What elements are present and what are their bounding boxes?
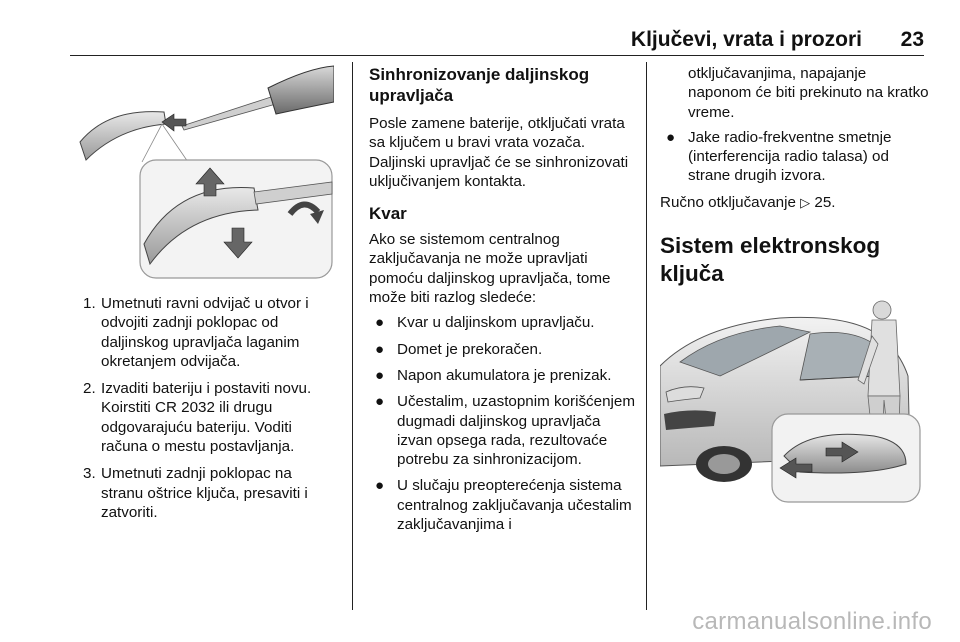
column-right: [660, 64, 930, 504]
fault-paragraph: Ako se sistemom centralnog zaključavanja ne može upravljati pomoću daljinskog upravljača, tome može biti razlog sledeće:: [369, 231, 611, 307]
manual-unlock-reference: Ručno otključavanje ▷ 25.: [660, 193, 836, 211]
page-header: [0, 0, 960, 60]
list-item: ● Domet je prekoračen.: [375, 340, 543, 358]
header-title: Ključevi, vrata i prozori: [630, 28, 862, 51]
key-battery-illustration: [78, 64, 334, 282]
column-left: [78, 64, 334, 530]
battery-steps-list: [78, 294, 334, 522]
list-item: ● Napon akumulatora je prenizak.: [375, 366, 612, 384]
sync-heading: Sinhronizovanje daljinskog upravljača: [369, 65, 590, 105]
car-with-person-drawing: [660, 296, 922, 504]
column-divider-2: [646, 62, 647, 610]
watermark: carmanualsonline.info: [692, 608, 932, 635]
list-item: ● Kvar u daljinskom upravljaču.: [375, 314, 595, 332]
interference-bullets: [660, 128, 930, 186]
step-item: 1. Umetnuti ravni odvijač u otvor i odvojiti zadnji poklopac od daljinskog upravljača laganim okretanjem odvijača.: [83, 295, 309, 370]
fault-bullets: [369, 313, 637, 534]
bullet-continuation: otključavanjima, napajanje naponom će biti prekinuto na kratko vreme.: [688, 65, 929, 121]
page-number: 23: [900, 28, 924, 51]
section-heading: Sistem elektronskog ključa: [660, 233, 881, 287]
page-reference-arrow-icon: ▷: [800, 194, 811, 210]
list-item: ● Učestalim, uzastopnim korišćenjem dugmadi daljinskog upravljača izvan opsega rada, rezultovaće potrebu za sinhronizacijom.: [375, 393, 636, 469]
key-screwdriver-drawing: [78, 64, 334, 282]
list-item: ● Jake radio-frekventne smetnje (interferencija radio talasa) od strane drugih izvora.: [666, 128, 892, 185]
header-rule: [70, 55, 924, 56]
sync-paragraph: Posle zamene baterije, otključati vrata sa ključem u bravi vrata vozača. Daljinski upravljač će se sinhronizovati uključivanjem kontakta.: [369, 115, 629, 190]
car-door-handle-illustration: [660, 296, 922, 504]
column-middle: [369, 64, 637, 541]
step-item: 3. Umetnuti zadnji poklopac na stranu oštrice ključa, presaviti i zatvoriti.: [83, 465, 308, 521]
page-reference-link[interactable]: 25.: [814, 193, 836, 211]
step-item: 2. Izvaditi bateriju i postaviti novu. Koirstiti CR 2032 ili drugu odgovarajuću bateriju. Voditi računa o mestu postavljanja.: [83, 380, 312, 456]
list-item: ● U slučaju preopterećenja sistema centralnog zaključavanja učestalim zaključavanjima i: [375, 477, 632, 534]
column-divider-1: [352, 62, 353, 610]
fault-heading: Kvar: [369, 204, 407, 224]
